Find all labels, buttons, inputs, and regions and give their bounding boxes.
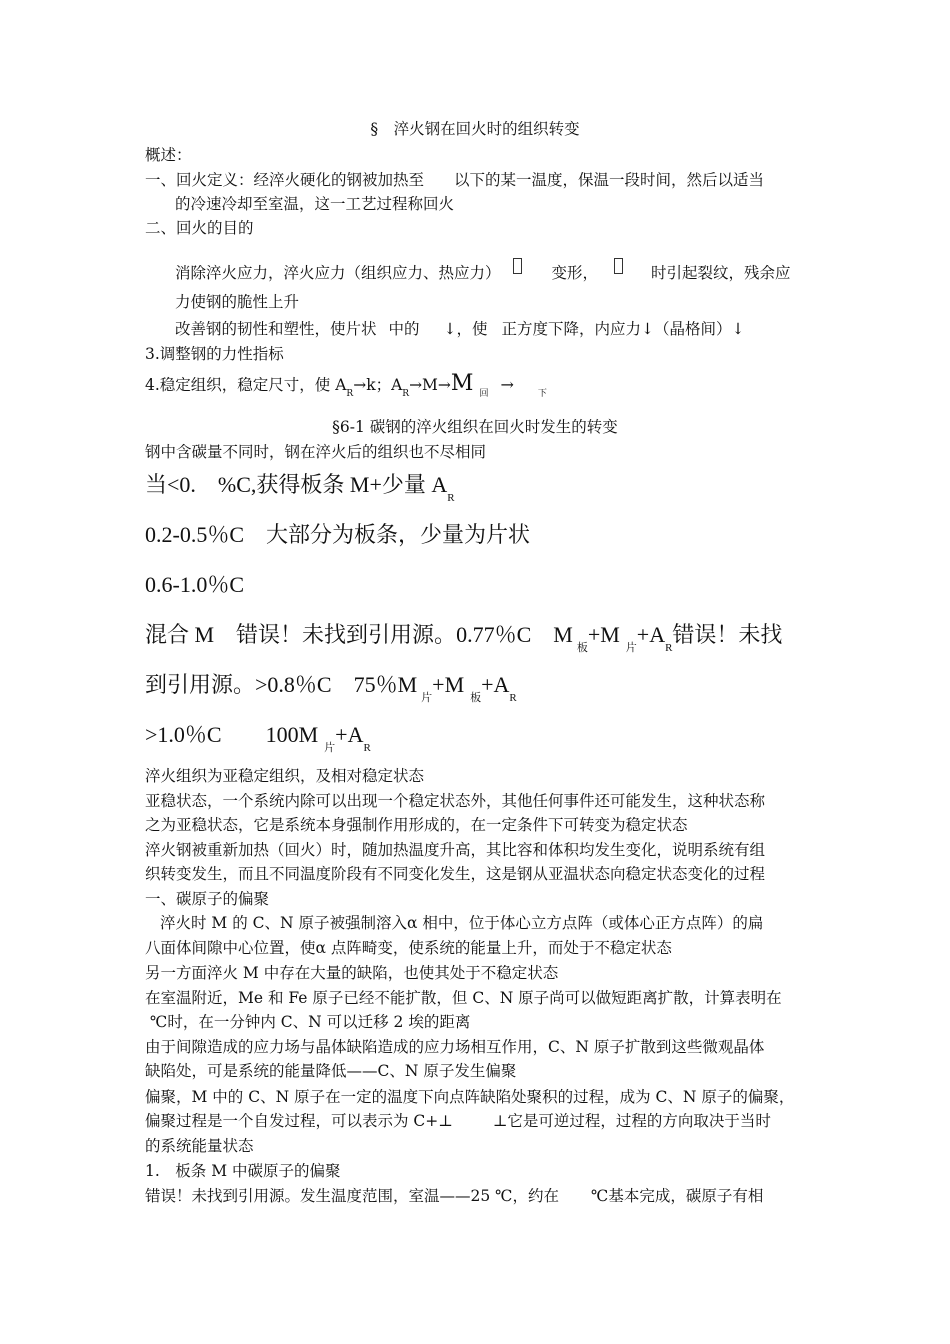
text-line-18: 错误！未找到引用源。发生温度范围，室温——25 ℃，约在 ℃基本完成，碳原子有相: [145, 1187, 764, 1205]
missing-glyph-box-icon: [513, 258, 522, 274]
carbon-range-2: 0.2-0.5％C 大部分为板条，少量为片状: [145, 522, 531, 547]
text-line-8: 八面体间隙中心位置，使α 点阵畸变，使系统的能量上升，而处于不稳定状态: [145, 939, 672, 957]
purpose-item-1: 消除淬火应力，淬火应力（组织应力、热应力） 变形， 时引起裂纹，残余应: [175, 258, 791, 283]
purpose-item-3: 3.调整钢的力性指标: [145, 345, 284, 363]
text-line-4: 淬火钢被重新加热（回火）时，随加热温度升高，其比容和体积均发生变化，说明系统有组: [145, 841, 766, 859]
missing-glyph-box-icon: [614, 258, 623, 274]
carbon-range-3: 0.6-1.0％C: [145, 572, 245, 597]
intro-line: 钢中含碳量不同时，钢在淬火后的组织也不尽相同: [145, 443, 487, 461]
text-line-5: 织转变发生，而且不同温度阶段有不同变化发生，这是钢从亚温状态向稳定状态变化的过程: [145, 865, 766, 883]
arrow-right-icon: →: [500, 375, 514, 394]
text-line-7: 淬火时 M 的 C、N 原子被强制溶入α 相中，位于体心立方点阵（或体心正方点阵）的扁: [160, 914, 764, 932]
doc-title: § 淬火钢在回火时的组织转变: [370, 120, 580, 138]
definition-line-2: 的冷速冷却至室温，这一工艺过程称回火: [175, 195, 455, 213]
text-line-3: 之为亚稳状态，它是系统本身强制作用形成的，在一定条件下可转变为稳定状态: [145, 816, 688, 834]
carbon-range-5: 到引用源。>0.8％C 75％$M_片+M_板+A_R$: [145, 672, 517, 704]
purpose-item-1-cont: 力使钢的脆性上升: [175, 293, 300, 311]
carbon-range-1: 当<0. %C,获得板条 M+少量 $A_R$: [145, 472, 455, 504]
text-line-2: 亚稳状态，一个系统内除可以出现一个稳定状态外，其他任何事件还可能发生，这种状态称: [145, 792, 766, 810]
section-heading-segregation: 一、碳原子的偏聚: [145, 890, 270, 908]
text-line-12: 由于间隙造成的应力场与晶体缺陷造成的应力场相互作用，C、N 原子扩散到这些微观晶体: [145, 1038, 765, 1056]
overview-label: 概述：: [145, 146, 192, 164]
text-line-1: 淬火组织为亚稳定组织，及相对稳定状态: [145, 767, 425, 785]
purpose-item-4: 4.稳定组织，稳定尺寸，使 $A_R\to k$；$A_R\to M\to M$ $_回$ → $_下$: [145, 371, 547, 399]
text-line-14: 偏聚，M 中的 C、N 原子在一定的温度下向点阵缺陷处聚积的过程，成为 C、N 原子的偏聚，: [145, 1088, 795, 1106]
section-title: §6-1 碳钢的淬火组织在回火时发生的转变: [332, 418, 618, 436]
carbon-range-4: 混合 M 错误！未找到引用源。0.77％C $M_板+M_片+A_R$错误！未找: [145, 622, 783, 654]
carbon-range-6: >1.0％C $100M_片+A_R$: [145, 722, 371, 754]
purpose-heading: 二、回火的目的: [145, 219, 254, 237]
text-line-16: 的系统能量状态: [145, 1137, 254, 1155]
text-line-11: ℃时，在一分钟内 C、N 可以迁移 2 埃的距离: [150, 1013, 471, 1031]
text-line-13: 缺陷处，可是系统的能量降低——C、N 原子发生偏聚: [145, 1062, 517, 1080]
subsection-heading: 1. 板条 M 中碳原子的偏聚: [145, 1162, 341, 1180]
text-line-9: 另一方面淬火 M 中存在大量的缺陷，也使其处于不稳定状态: [145, 964, 559, 982]
definition-line-1: 一、回火定义：经淬火硬化的钢被加热至 以下的某一温度，保温一段时间，然后以适当: [145, 171, 765, 189]
purpose-item-2: 改善钢的韧性和塑性，使片状 中的 ↓，使 正方度下降，内应力↓（晶格间）↓: [175, 320, 745, 338]
text-line-15: 偏聚过程是一个自发过程，可以表示为 C+⊥ ⊥它是可逆过程，过程的方向取决于当时: [145, 1112, 771, 1130]
text-line-10: 在室温附近，Me 和 Fe 原子已经不能扩散，但 C、N 原子尚可以做短距离扩散，计算表明在: [145, 989, 782, 1007]
